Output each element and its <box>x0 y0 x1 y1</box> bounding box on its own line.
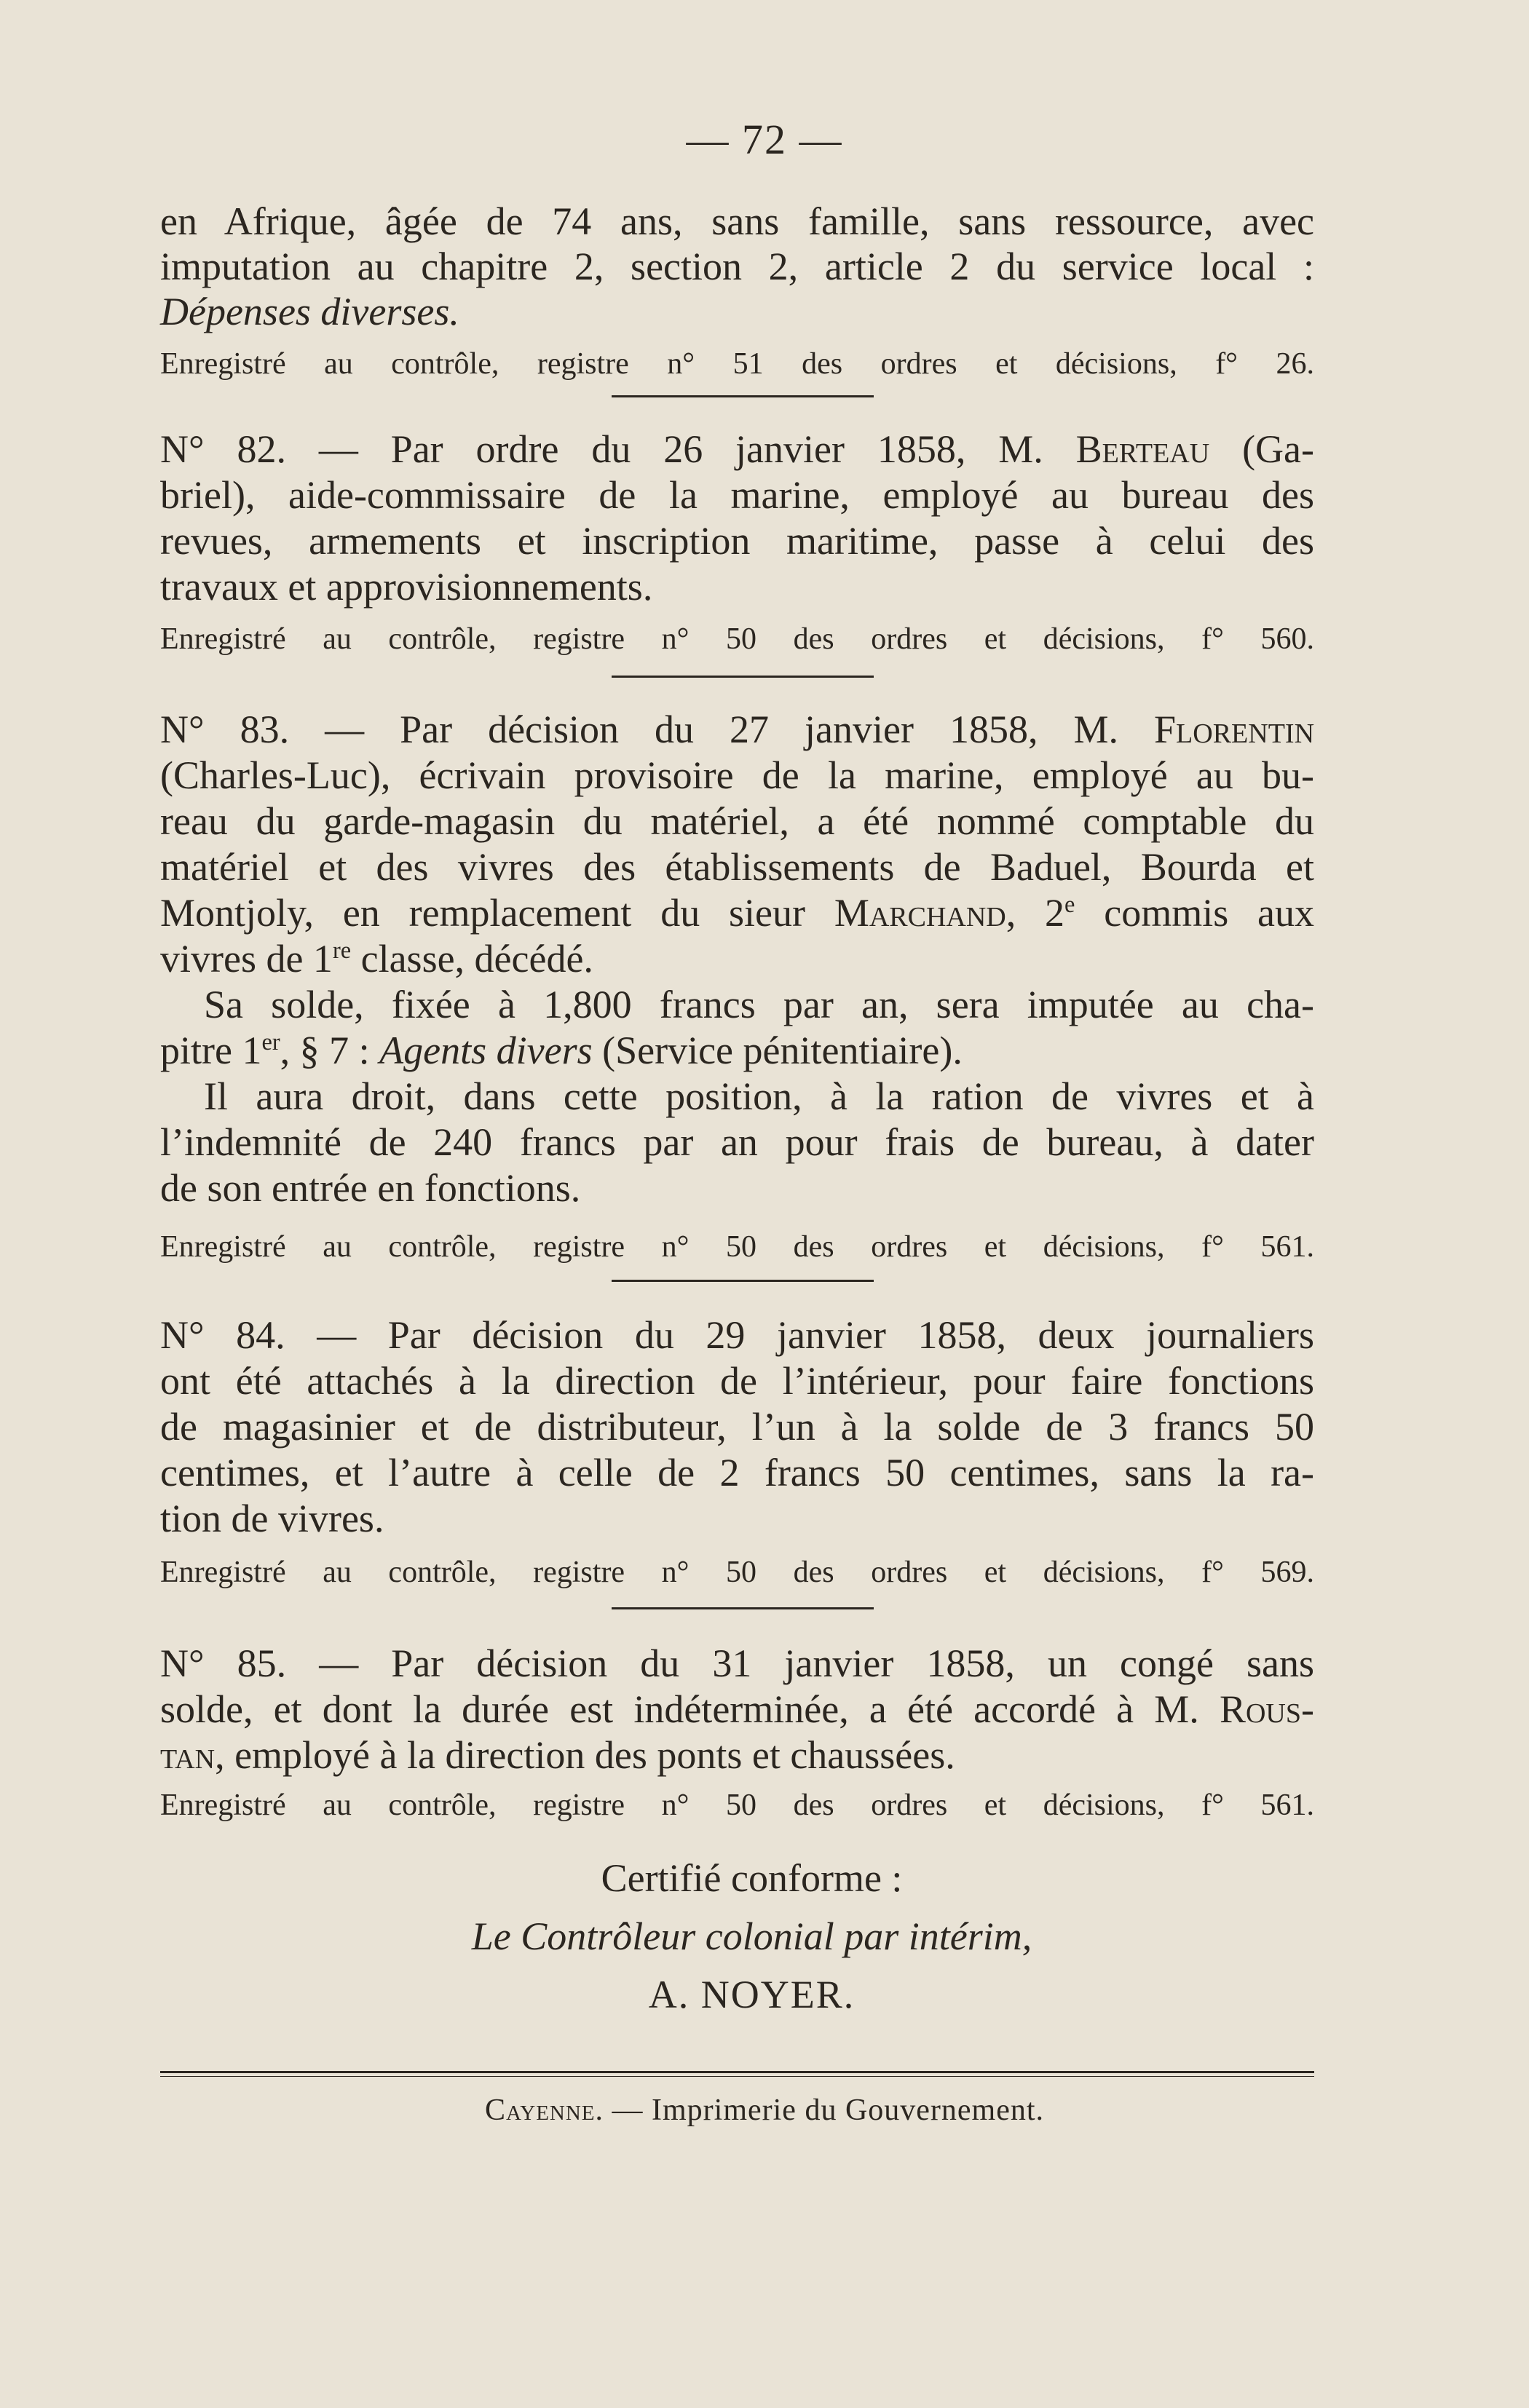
intro-line-1: en Afrique, âgée de 74 ans, sans famille, sans ressource, avec <box>160 199 1314 243</box>
page-number: — 72 — <box>686 116 843 163</box>
registration-note-85: Enregistré au contrôle, registre n° 50 des ordres et décisions, f° 561. <box>160 1789 1314 1822</box>
separator-rule <box>612 1280 874 1282</box>
entry-83-line-5: Montjoly, en remplacement du sieur Marchand, 2e commis aux <box>160 891 1315 935</box>
entry-83-line-4: matériel et des vivres des établissements de Baduel, Bourda et <box>160 845 1314 889</box>
signature-name: A. NOYER. <box>648 1973 856 2016</box>
intro-line-3: Dépenses diverses. <box>160 290 459 333</box>
entry-84-line-5: tion de vivres. <box>160 1497 384 1540</box>
intro-line-2: imputation au chapitre 2, section 2, article 2 du service local : <box>160 245 1314 288</box>
entry-83-line-9: Il aura droit, dans cette position, à la ration de vivres et à <box>204 1074 1314 1118</box>
entry-83-line-10: l’indemnité de 240 francs par an pour frais de bureau, à dater <box>160 1120 1314 1164</box>
separator-rule <box>612 676 874 678</box>
person-name: Rous- <box>1219 1687 1314 1731</box>
certification-line: Certifié conforme : <box>601 1856 903 1900</box>
printer-city: Cayenne <box>484 2094 596 2127</box>
entry-83-line-11: de son entrée en fonctions. <box>160 1166 581 1210</box>
entry-85-line-1: N° 85. — Par décision du 31 janvier 1858, un congé sans <box>160 1641 1314 1685</box>
entry-82-line-3: revues, armements et inscription maritime, passe à celui des <box>160 519 1314 563</box>
entry-83-line-8: pitre 1er, § 7 : Agents divers (Service pénitentiaire). <box>160 1029 963 1072</box>
separator-rule <box>612 1607 874 1609</box>
entry-85-line-2: solde, et dont la durée est indéterminée, a été accordé à M. Rous- <box>160 1687 1314 1731</box>
entry-83-line-7: Sa solde, fixée à 1,800 francs par an, sera imputée au cha- <box>204 983 1314 1026</box>
entry-82-line-1: N° 82. — Par ordre du 26 janvier 1858, M. Berteau (Ga- <box>160 427 1315 471</box>
entry-83-line-2: (Charles-Luc), écrivain provisoire de la marine, employé au bu- <box>160 753 1314 797</box>
printer-imprint: Cayenne. — Imprimerie du Gouvernement. <box>484 2094 1045 2127</box>
entry-83-line-3: reau du garde-magasin du matériel, a été nommé comptable du <box>160 799 1314 843</box>
entry-83-line-1: N° 83. — Par décision du 27 janvier 1858, M. Florentin <box>160 708 1315 751</box>
separator-rule <box>612 395 874 397</box>
footer-rule <box>160 2071 1314 2077</box>
entry-85-line-3: tan, employé à la direction des ponts et chaussées. <box>160 1733 955 1777</box>
registration-note-intro: Enregistré au contrôle, registre n° 51 des ordres et décisions, f° 26. <box>160 347 1314 381</box>
controller-title: Le Contrôleur colonial par intérim, <box>471 1914 1032 1958</box>
entry-82-line-2: briel), aide-commissaire de la marine, employé au bureau des <box>160 473 1314 517</box>
registration-note-84: Enregistré au contrôle, registre n° 50 des ordres et décisions, f° 569. <box>160 1556 1314 1589</box>
entry-83-line-6: vivres de 1re classe, décédé. <box>160 937 593 981</box>
person-name: Berteau <box>1075 427 1210 471</box>
entry-84-line-1: N° 84. — Par décision du 29 janvier 1858, deux journaliers <box>160 1313 1314 1357</box>
registration-note-82: Enregistré au contrôle, registre n° 50 des ordres et décisions, f° 560. <box>160 622 1314 656</box>
entry-84-line-2: ont été attachés à la direction de l’intérieur, pour faire fonctions <box>160 1359 1314 1403</box>
entry-82-line-4: travaux et approvisionnements. <box>160 565 653 609</box>
person-name: Florentin <box>1154 708 1315 751</box>
person-name: Marchand <box>834 891 1006 935</box>
registration-note-83: Enregistré au contrôle, registre n° 50 des ordres et décisions, f° 561. <box>160 1230 1314 1264</box>
entry-84-line-4: centimes, et l’autre à celle de 2 francs 50 centimes, sans la ra- <box>160 1451 1314 1494</box>
entry-84-line-3: de magasinier et de distributeur, l’un à la solde de 3 francs 50 <box>160 1405 1314 1449</box>
person-name: tan <box>160 1733 216 1777</box>
